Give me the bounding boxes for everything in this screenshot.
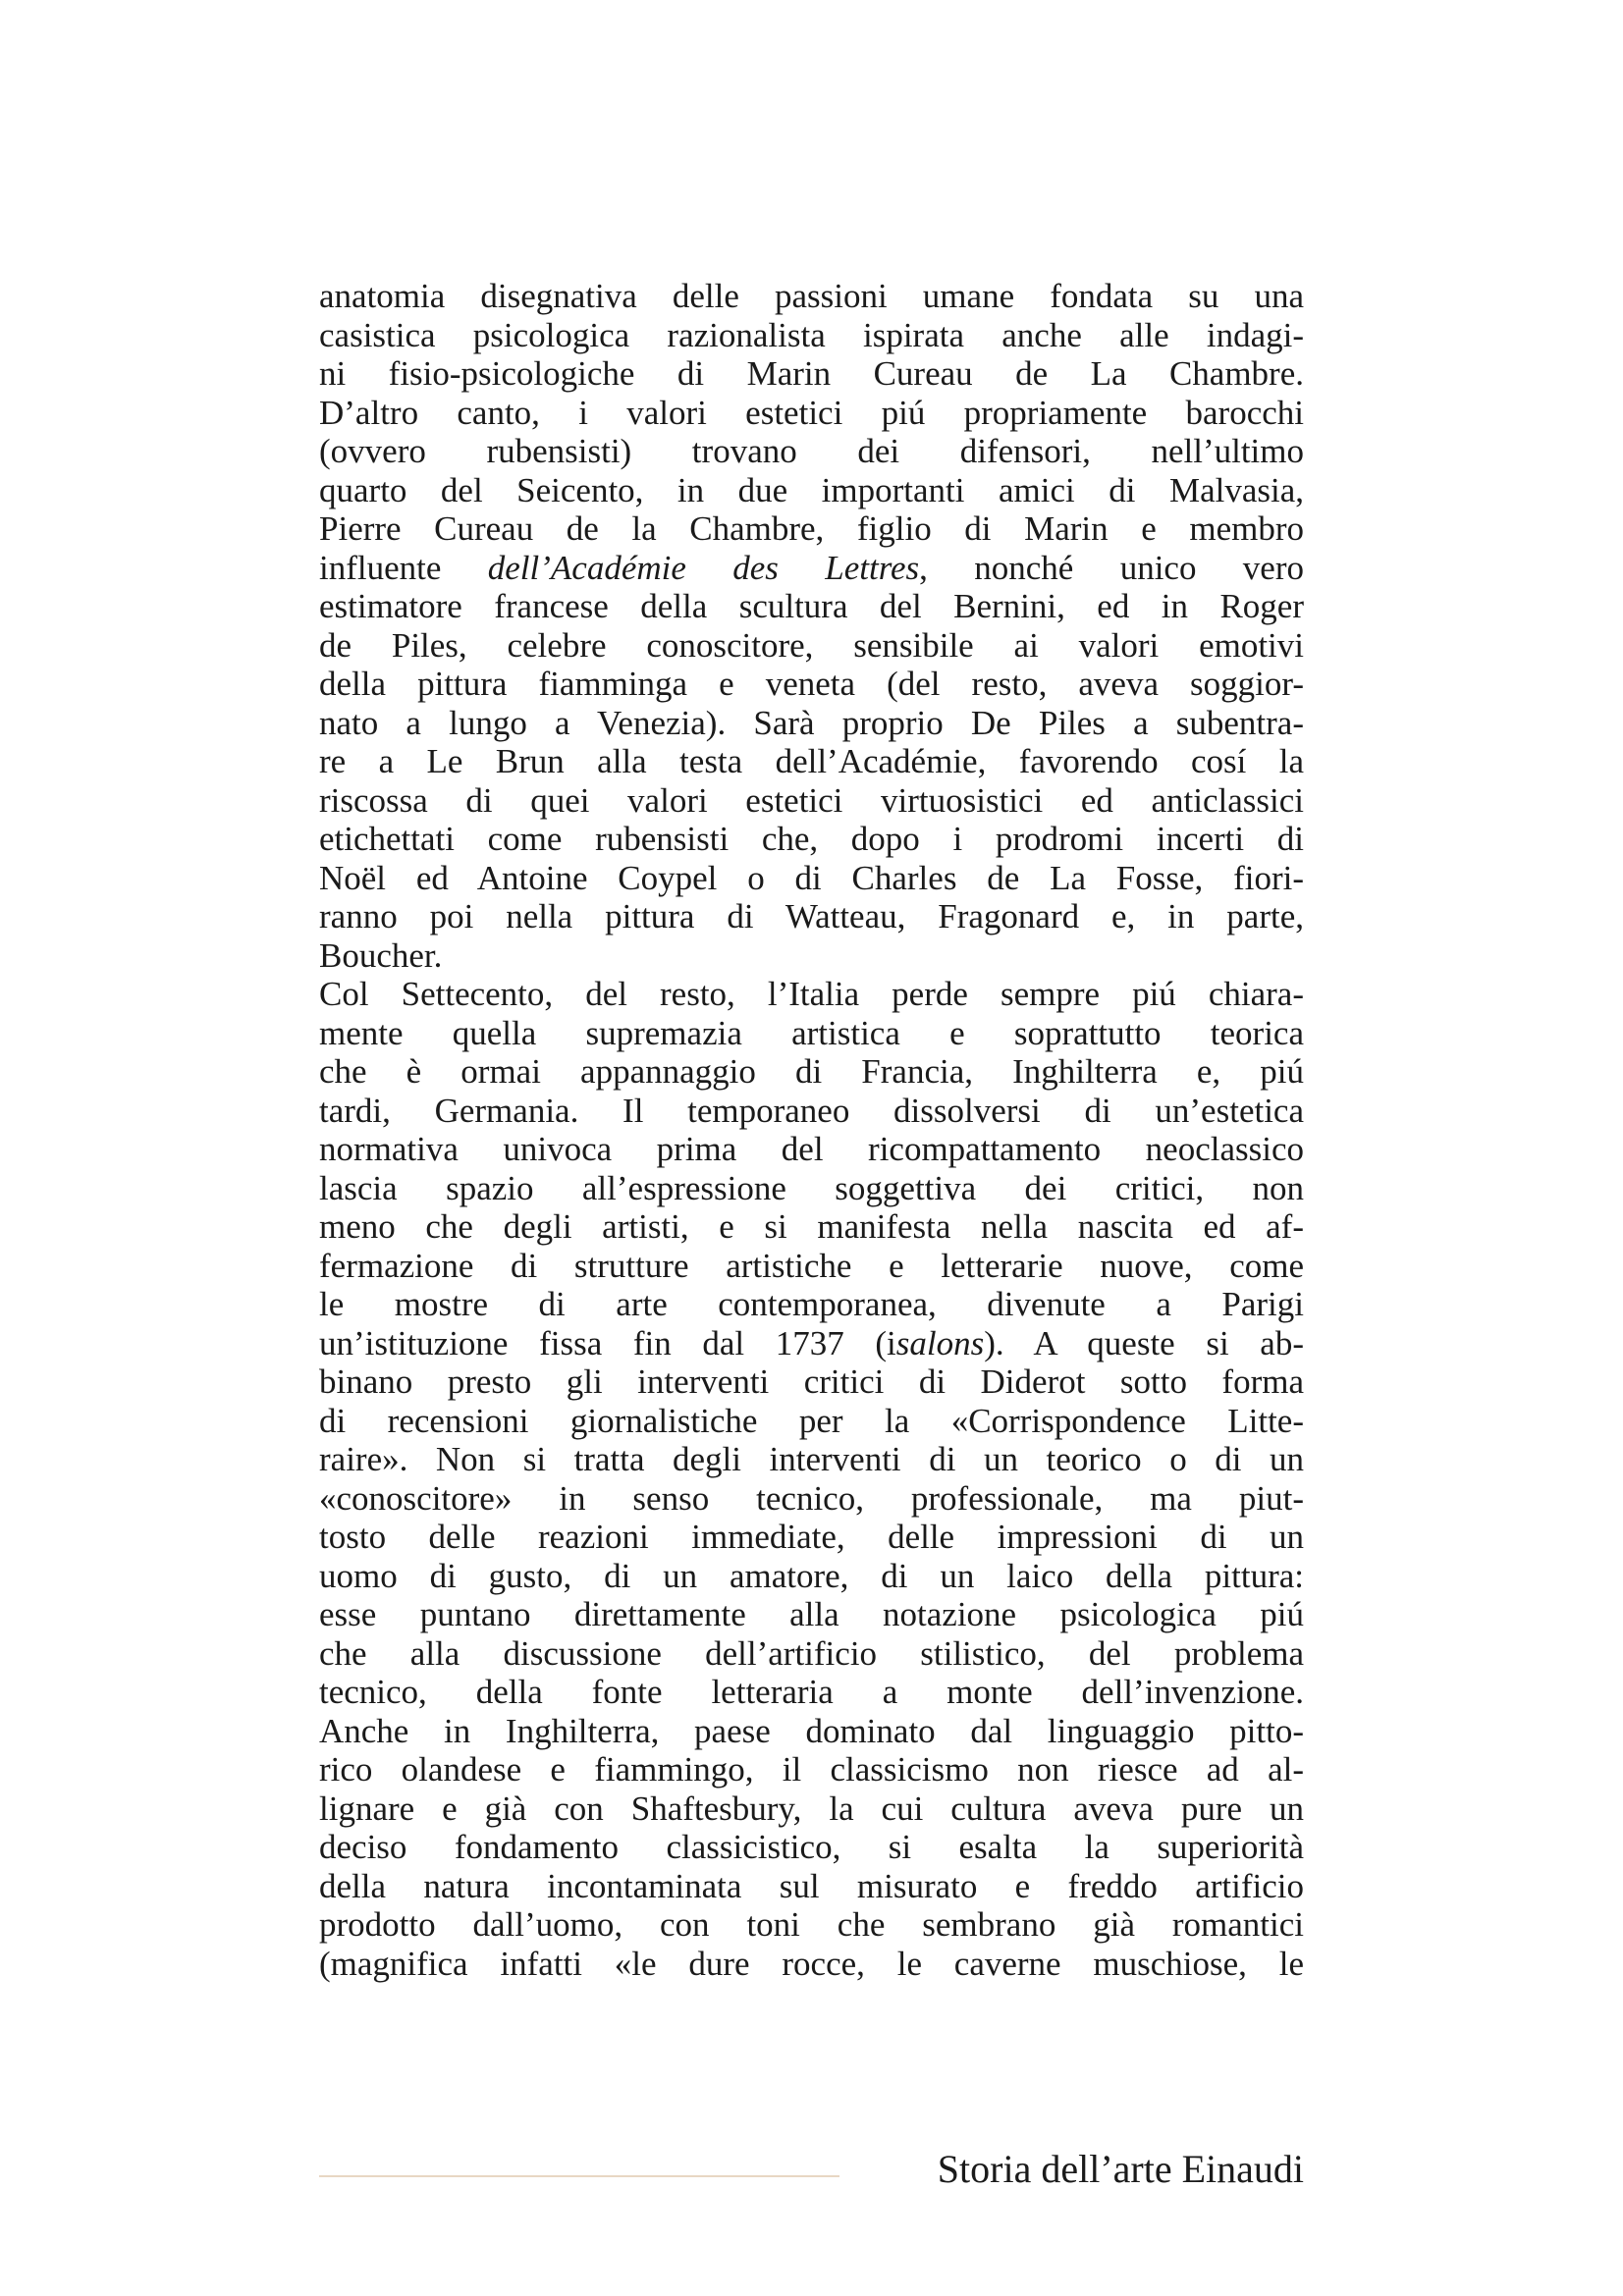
text-line: Noël ed Antoine Coypel o di Charles de La Fosse, fiori-: [319, 858, 1304, 897]
text-line: D’altro canto, i valori estetici piú propriamente barocchi: [319, 393, 1304, 432]
footer-title: Storia dell’arte Einaudi: [937, 2147, 1304, 2191]
text-segment: un’istituzione fissa fin dal 1737 (i: [319, 1323, 896, 1362]
text-line: raire». Non si tratta degli interventi di un teorico o di un: [319, 1440, 1304, 1478]
italic-term: salons: [895, 1323, 985, 1362]
text-line: estimatore francese della scultura del Bernini, ed in Roger: [319, 587, 1304, 625]
text-line: lignare e già con Shaftesbury, la cui cultura aveva pure un: [319, 1789, 1304, 1828]
text-line: nato a lungo a Venezia). Sarà proprio De Piles a subentra-: [319, 703, 1304, 742]
text-line: de Piles, celebre conoscitore, sensibile ai valori emotivi: [319, 625, 1304, 665]
text-line: uomo di gusto, di un amatore, di un laico della pittura:: [319, 1556, 1304, 1595]
text-segment: ). A queste si ab-: [984, 1323, 1304, 1362]
text-line: meno che degli artisti, e si manifesta nella nascita ed af-: [319, 1207, 1304, 1246]
text-line: le mostre di arte contemporanea, divenute a Parigi: [319, 1285, 1304, 1323]
text-line: Anche in Inghilterra, paese dominato dal linguaggio pitto-: [319, 1711, 1304, 1750]
text-line: lascia spazio all’espressione soggettiva dei critici, non: [319, 1168, 1304, 1207]
text-line: tosto delle reazioni immediate, delle impressioni di un: [319, 1518, 1304, 1556]
text-line: (ovvero rubensisti) trovano dei difensori, nell’ultimo: [319, 432, 1304, 470]
text-line: re a Le Brun alla testa dell’Académie, favorendo cosí la: [319, 742, 1304, 780]
text-line: normativa univoca prima del ricompattamento neoclassico: [319, 1130, 1304, 1168]
italic-title: dell’Académie des Lettres: [487, 548, 920, 587]
text-line: tecnico, della fonte letteraria a monte dell’invenzione.: [319, 1673, 1304, 1711]
text-line: tardi, Germania. Il temporaneo dissolversi di un’estetica: [319, 1091, 1304, 1130]
text-line: (magnifica infatti «le dure rocce, le caverne muschiose, le: [319, 1944, 1304, 1983]
text-line: etichettati come rubensisti che, dopo i prodromi incerti di: [319, 820, 1304, 858]
text-line: esse puntano direttamente alla notazione psicologica piú: [319, 1595, 1304, 1633]
text-line: Col Settecento, del resto, l’Italia perde sempre piú chiara-: [319, 975, 1304, 1013]
page-footer: [319, 2140, 1304, 2199]
text-line: [319, 1324, 1304, 1363]
footer-rule: [319, 2175, 839, 2177]
text-line: deciso fondamento classicistico, si esalta la superiorità: [319, 1828, 1304, 1866]
text-line: «conoscitore» in senso tecnico, professionale, ma piut-: [319, 1478, 1304, 1518]
body-text: [319, 277, 1304, 1983]
text-line: di recensioni giornalistiche per la «Corrispondence Litte-: [319, 1401, 1304, 1440]
text-line: mente quella supremazia artistica e soprattutto teorica: [319, 1013, 1304, 1052]
text-line: fermazione di strutture artistiche e letterarie nuove, come: [319, 1246, 1304, 1285]
text-line: quarto del Seicento, in due importanti amici di Malvasia,: [319, 470, 1304, 509]
text-line: [319, 549, 1304, 588]
text-line: casistica psicologica razionalista ispirata anche alle indagi-: [319, 315, 1304, 354]
text-segment: , nonché unico vero: [919, 548, 1304, 587]
text-line: ni fisio-psicologiche di Marin Cureau de La Chambre.: [319, 354, 1304, 393]
text-line: della pittura fiamminga e veneta (del resto, aveva soggior-: [319, 665, 1304, 703]
text-line: che è ormai appannaggio di Francia, Inghilterra e, piú: [319, 1052, 1304, 1091]
text-line: ranno poi nella pittura di Watteau, Fragonard e, in parte,: [319, 897, 1304, 935]
text-line: riscossa di quei valori estetici virtuosistici ed anticlassici: [319, 780, 1304, 820]
text-segment: influente: [319, 548, 442, 587]
text-line: anatomia disegnativa delle passioni umane fondata su una: [319, 277, 1304, 315]
text-line: binano presto gli interventi critici di Diderot sotto forma: [319, 1362, 1304, 1401]
text-line: prodotto dall’uomo, con toni che sembrano già romantici: [319, 1905, 1304, 1944]
text-line: rico olandese e fiammingo, il classicismo non riesce ad al-: [319, 1750, 1304, 1789]
text-line: Pierre Cureau de la Chambre, figlio di Marin e membro: [319, 509, 1304, 548]
text-line: Boucher.: [319, 935, 443, 975]
text-line: che alla discussione dell’artificio stilistico, del problema: [319, 1633, 1304, 1673]
text-line: della natura incontaminata sul misurato e freddo artificio: [319, 1866, 1304, 1905]
